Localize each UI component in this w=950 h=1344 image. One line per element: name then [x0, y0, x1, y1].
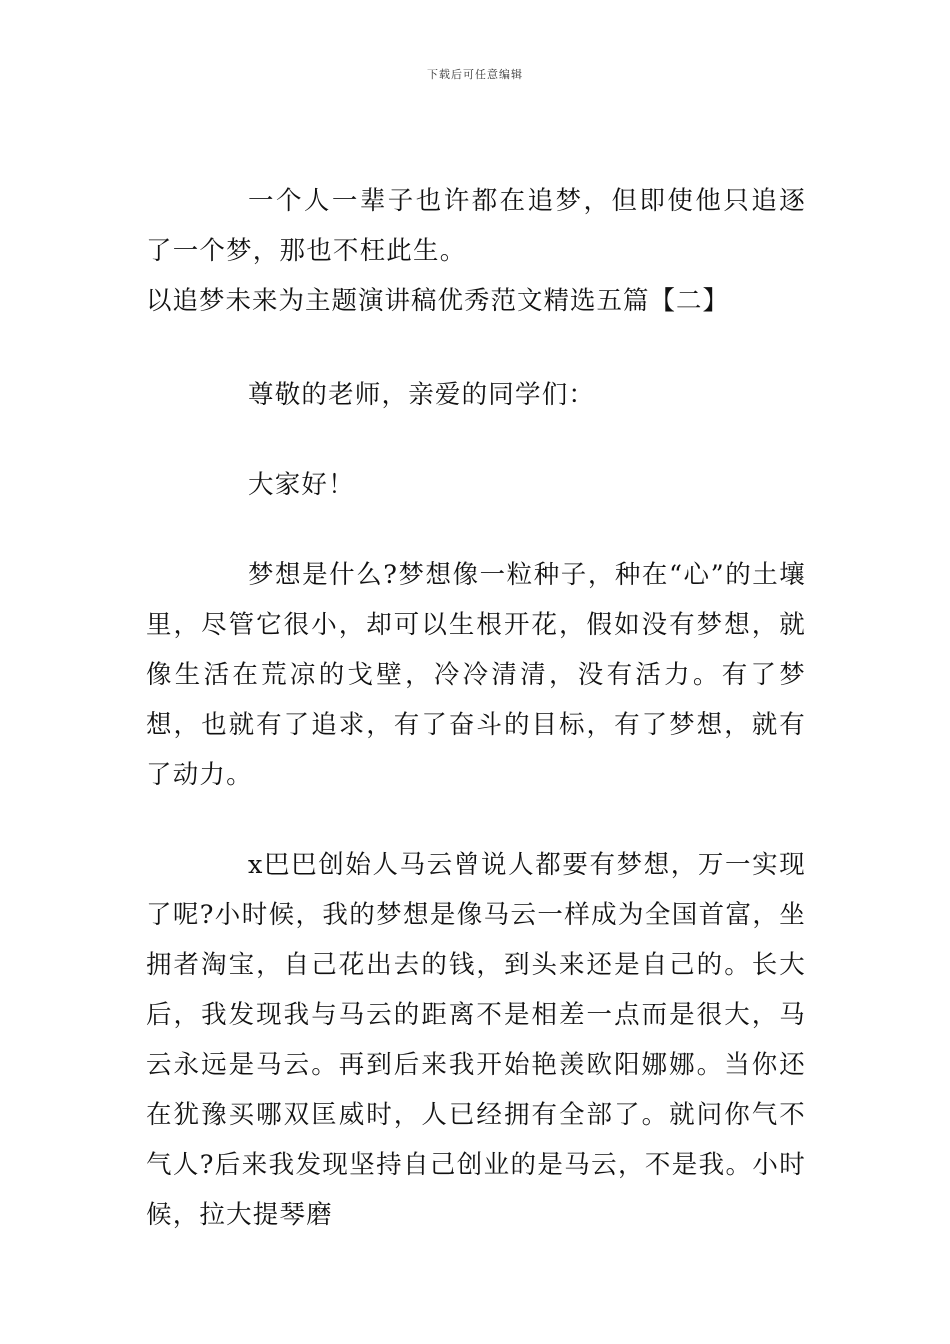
paragraph-opening: 一个人一辈子也许都在追梦，但即使他只追逐了一个梦，那也不枉此生。	[146, 186, 806, 266]
header-note: 下载后可任意编辑	[427, 68, 523, 81]
section-heading: 以追梦未来为主题演讲稿优秀范文精选五篇【二】	[146, 286, 730, 316]
paragraph-greeting: 大家好！	[248, 470, 355, 500]
paragraph-mayun: x巴巴创始人马云曾说人都要有梦想，万一实现了呢?小时候，我的梦想是像马云一样成为全国首富，坐拥者淘宝，自己花出去的钱，到头来还是自己的。长大后，我发现我与马云的距离不是相差一点而是很大，马云永远是马云。再到后来我开始艳羡欧阳娜娜。当你还在犹豫买哪双匡威时，人已经拥有全部了。就问你气不气人?后来我发现坚持自己创业的是马云，不是我。小时候，拉大提琴磨	[146, 850, 806, 1230]
paragraph-dream-seed: 梦想是什么?梦想像一粒种子，种在“心”的土壤里，尽管它很小，却可以生根开花，假如没有梦想，就像生活在荒凉的戈壁，冷冷清清，没有活力。有了梦想，也就有了追求，有了奋斗的目标，有了梦想，就有了动力。	[146, 560, 806, 790]
paragraph-salutation: 尊敬的老师，亲爱的同学们：	[248, 380, 596, 410]
document-body	[146, 176, 806, 1240]
